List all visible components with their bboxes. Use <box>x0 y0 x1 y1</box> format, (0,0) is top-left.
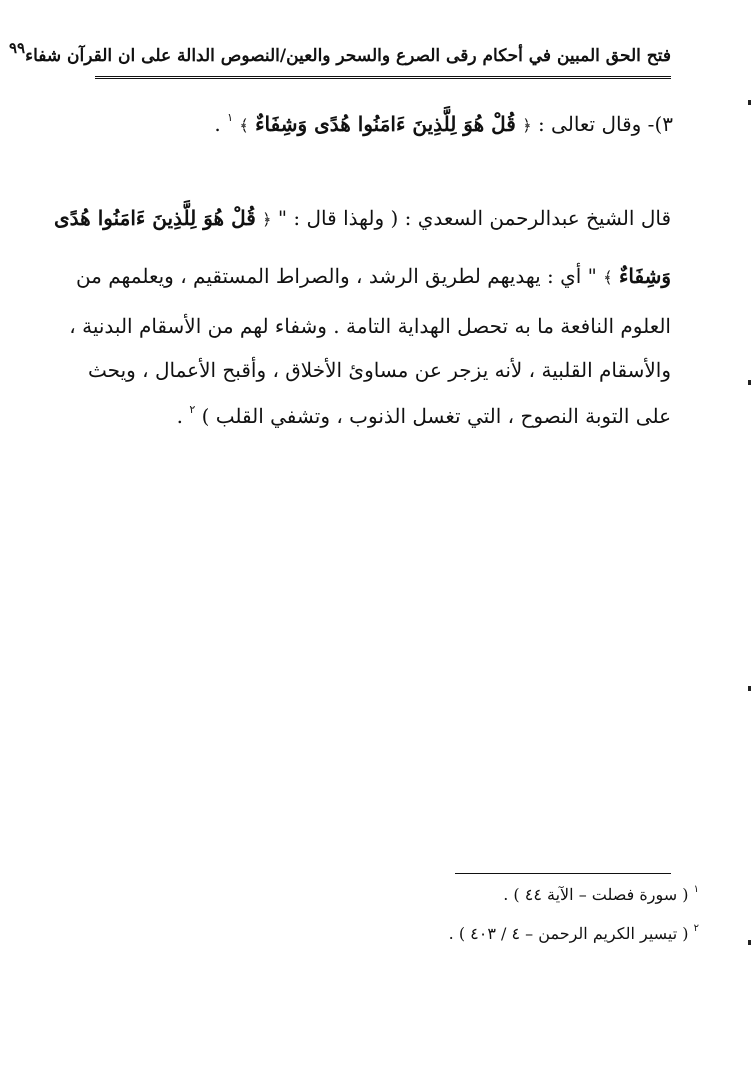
verse-open-bracket: ﴿ <box>522 116 532 135</box>
para-line3-text: العلوم النافعة ما به تحصل الهداية التامة . وشفاء لهم من الأسقام البدنية ، <box>69 314 671 338</box>
footnote-text: ( تيسير الكريم الرحمن – ٤ / ٤٠٣ ) . <box>448 924 689 943</box>
footnote-ref-2: ٢ <box>189 403 196 417</box>
quran-close-bracket: ﴾ <box>603 268 613 287</box>
verse-prefix: ٣)- وقال تعالى : <box>537 112 673 136</box>
para-line1-quran: قُلْ هُوَ لِلَّذِينَ ءَامَنُوا هُدًى <box>54 206 256 230</box>
verse-text: قُلْ هُوَ لِلَّذِينَ ءَامَنُوا هُدًى وَشِفَاءٌ <box>255 112 516 136</box>
footnote-rule <box>455 873 671 874</box>
footnote-1 <box>503 885 699 904</box>
header-rule <box>95 76 671 79</box>
paragraph-line-1 <box>54 206 671 230</box>
para-line5-end: . <box>176 404 183 428</box>
para-line4-text: والأسقام القلبية ، لأنه يزجر عن مساوئ الأخلاق ، وأقبح الأعمال ، ويحث <box>88 358 671 382</box>
paragraph-line-4 <box>88 358 671 382</box>
footnote-text: ( سورة فصلت – الآية ٤٤ ) . <box>503 885 689 904</box>
page-number: ٩٩ <box>8 39 26 57</box>
running-title: فتح الحق المبين في أحكام رقى الصرع والسحر والعين/النصوص الدالة على ان القرآن شفاء <box>25 46 671 66</box>
footnote-number: ١ <box>693 883 699 895</box>
quran-open-bracket: ﴿ <box>262 210 272 229</box>
para-line2-text: " أي : يهديهم لطريق الرشد ، والصراط المستقيم ، ويعلمهم من <box>75 264 597 288</box>
verse-end: . <box>214 112 221 136</box>
footnote-2 <box>449 924 699 943</box>
footnote-number: ٢ <box>693 922 699 934</box>
paragraph-line-2 <box>75 264 671 288</box>
page-header <box>8 38 671 74</box>
para-line1-prefix: قال الشيخ عبدالرحمن السعدي : ( ولهذا قال : " <box>277 206 671 230</box>
para-line2-quran: وَشِفَاءٌ <box>618 264 671 288</box>
paragraph-line-5 <box>176 403 671 428</box>
para-line5-text: على التوبة النصوح ، التي تغسل الذنوب ، وتشفي القلب ) <box>201 404 671 428</box>
paragraph-line-3 <box>69 314 671 338</box>
footnote-ref-1: ١ <box>227 111 234 125</box>
verse-line <box>214 111 673 136</box>
verse-close-bracket: ﴾ <box>239 116 249 135</box>
